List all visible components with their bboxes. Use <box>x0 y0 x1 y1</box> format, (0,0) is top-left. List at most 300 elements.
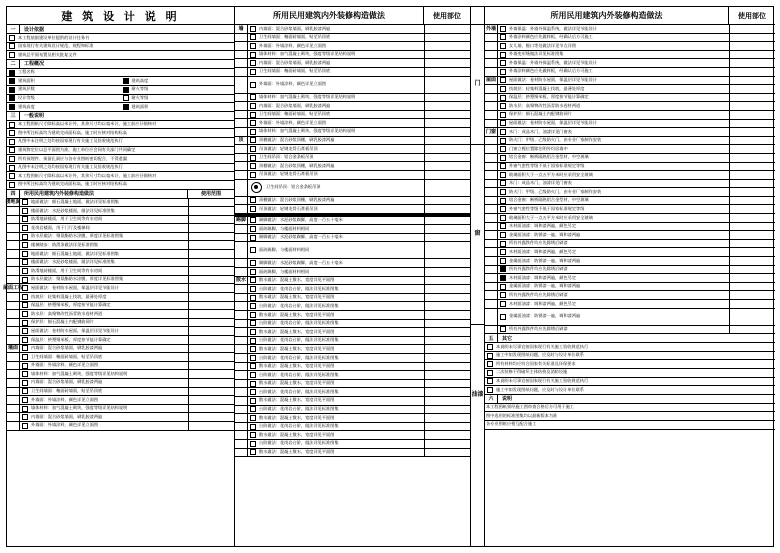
list-item <box>485 59 775 68</box>
list-item <box>7 336 234 345</box>
list-item <box>7 379 234 388</box>
list-item <box>235 294 470 303</box>
category-label <box>485 248 498 256</box>
category-label <box>485 163 498 171</box>
usage-cell <box>424 102 470 110</box>
item-text: 防火门：甲级、乙级防火门，由专业厂家制作安装 <box>509 137 602 143</box>
checkbox-icon <box>22 345 28 351</box>
checkbox-icon <box>250 197 256 203</box>
list-item <box>235 145 470 154</box>
list-item <box>7 147 234 156</box>
usage-cell <box>729 248 775 256</box>
category-label <box>235 111 248 119</box>
checkbox-icon <box>9 87 15 93</box>
list-item <box>485 231 775 240</box>
list-item <box>485 248 775 257</box>
list-item <box>7 121 234 130</box>
usage-cell <box>188 405 234 413</box>
detail-symbol-icon <box>251 182 262 193</box>
category-label <box>485 68 498 76</box>
checkbox-icon <box>500 223 506 229</box>
item-text: 找坡层：轻集料混凝土找坡，最薄处厚度 <box>31 293 107 299</box>
list-item <box>235 119 470 128</box>
item-text: 防水层做法：聚氨酯防水涂膜，厚度详见标准图集 <box>31 276 124 282</box>
drawing-sheet <box>3 6 774 547</box>
usage-cell <box>729 94 775 102</box>
item-text: 所有外露铁件均应先除锈后刷漆 <box>509 240 568 246</box>
checkbox-icon <box>22 320 28 326</box>
list-item <box>485 25 775 34</box>
checkbox-icon <box>487 378 493 384</box>
checkbox-icon <box>250 60 256 66</box>
item-text: 所有外露铁件均应先除锈后刷漆 <box>509 266 568 272</box>
list-item <box>485 369 775 378</box>
list-item <box>235 406 470 415</box>
list-item <box>7 155 234 164</box>
checkbox-icon <box>22 294 28 300</box>
item-text: 保温层：挤塑聚苯板，厚度按节能计算确定 <box>31 302 111 308</box>
item-text: 女儿墙、檐口等处做法详见节点详图 <box>509 42 577 48</box>
checkbox-icon <box>250 424 256 430</box>
checkbox-icon <box>9 104 15 110</box>
list-item <box>235 328 470 337</box>
list-item <box>235 440 470 449</box>
item-text: 内墙面：混合砂浆墙面，刷乳胶漆两遍 <box>31 345 103 351</box>
checkbox-icon <box>500 86 506 92</box>
usage-cell <box>188 310 234 318</box>
category-label <box>235 242 248 258</box>
item-text: 外窗气密性等级不低于国家标准规定等级 <box>509 163 585 168</box>
item-text: 工程名称 <box>18 69 35 75</box>
category-label <box>235 162 248 170</box>
checkbox-icon <box>22 234 28 240</box>
list-item <box>235 302 470 311</box>
category-label <box>485 94 498 102</box>
checkbox-icon <box>250 432 256 438</box>
item-text: 面砖踢脚，与楼面材料相同 <box>259 225 310 231</box>
category-label <box>235 68 248 76</box>
section-header: 四 所用民用建筑内外装修构造做法 使用范围 <box>7 190 234 199</box>
category-cell <box>471 25 484 145</box>
usage-cell <box>729 240 775 248</box>
list-item <box>485 352 775 361</box>
item-text: 建筑面积 <box>18 77 35 83</box>
checkbox-icon <box>500 103 506 109</box>
usage-cell <box>424 345 470 353</box>
list-item <box>7 362 234 371</box>
item-text: 防水层做法：聚氨酯防水涂膜，厚度详见标准图集 <box>31 233 124 239</box>
category-label <box>485 240 498 248</box>
item-text: 散水做法：混凝土散水，宽度详见平面图 <box>259 328 335 334</box>
category-label <box>235 42 248 50</box>
usage-cell <box>424 119 470 127</box>
list-item <box>485 205 775 214</box>
category-label <box>235 320 248 328</box>
list-item <box>485 214 775 223</box>
item-text: 找坡层：轻集料混凝土找坡，最薄处厚度 <box>509 85 585 91</box>
usage-cell <box>188 345 234 353</box>
item-text: 防滑地砖楼面，用于卫生间等有水房间 <box>31 267 103 273</box>
item-text: 本说明未尽事宜按国家现行有关施工验收规范执行 <box>496 343 589 349</box>
list-item <box>235 234 470 243</box>
item-text: 台阶做法：花岗岩台阶，做法详见标准图集 <box>259 388 339 394</box>
checkbox-icon <box>9 35 15 41</box>
usage-cell <box>729 180 775 188</box>
item-text: 金属面油漆：防锈漆一遍，调和漆两遍 <box>509 231 581 237</box>
category-label <box>235 128 248 136</box>
category-label <box>235 180 248 196</box>
usage-cell <box>729 111 775 119</box>
checkbox-icon <box>250 52 256 58</box>
checkbox-icon <box>500 241 506 247</box>
item-text: 内墙面：混合砂浆墙面，刷乳胶漆两遍 <box>259 25 331 31</box>
item-text: 楼面做法：水泥砂浆楼面，做法详见标准图集 <box>31 207 115 213</box>
checkbox-icon <box>9 165 15 171</box>
list-item <box>485 171 775 180</box>
category-label <box>485 309 498 325</box>
checkbox-icon <box>500 258 506 264</box>
item-text: 内墙面：混合砂浆墙面，刷乳胶漆两遍 <box>31 379 103 385</box>
usage-cell <box>188 293 234 301</box>
checkbox-icon <box>500 284 506 290</box>
list-item <box>7 43 234 52</box>
item-text: 玻璃面积大于一点五平方米时应采用安全玻璃 <box>509 171 593 177</box>
category-label <box>7 327 20 335</box>
list-item <box>485 240 775 249</box>
category-label <box>485 188 498 196</box>
usage-cell <box>424 328 470 336</box>
item-text: 散水做法：混凝土散水，宽度详见平面图 <box>259 397 335 403</box>
category-label: 门 <box>474 80 481 88</box>
usage-cell <box>424 414 470 422</box>
checkbox-icon <box>9 122 15 128</box>
category-label <box>485 42 498 50</box>
item-text: 面砖踢脚，与楼面材料相同 <box>259 268 310 274</box>
item-text: 玻璃面积大于一点五平方米时应采用安全玻璃 <box>509 214 593 220</box>
list-item <box>235 354 470 363</box>
usage-cell <box>729 231 775 239</box>
item-text: 设计等级 <box>18 95 35 101</box>
item-text: 散水做法：混凝土散水，宽度详见平面图 <box>259 449 335 455</box>
checkbox-icon <box>250 415 256 421</box>
checkbox-icon <box>250 406 256 412</box>
item-text: 台阶做法：花岗岩台阶，做法详见标准图集 <box>259 371 339 377</box>
checkbox-icon <box>250 355 256 361</box>
column-2 <box>235 7 471 546</box>
usage-cell <box>729 137 775 145</box>
list-item <box>485 128 775 137</box>
category-label <box>485 154 498 162</box>
category-label <box>235 354 248 362</box>
category-label: 散水 <box>235 277 246 284</box>
checkbox-icon <box>123 78 129 84</box>
checkbox-icon <box>500 138 506 144</box>
checkbox-icon <box>250 286 256 292</box>
checkbox-icon <box>500 232 506 238</box>
list-item <box>235 449 470 458</box>
checkbox-icon <box>500 77 506 83</box>
checkbox-icon <box>9 147 15 153</box>
list-item <box>235 320 470 329</box>
list-item <box>235 268 470 277</box>
item-text: 铝合金窗：断桥隔热铝合金型材，中空玻璃 <box>509 197 589 203</box>
item-text: 台阶做法：花岗岩台阶，做法详见标准图集 <box>259 406 339 412</box>
item-text: 国家现行有关建筑设计规范、规程和标准 <box>18 43 94 49</box>
list-item <box>7 138 234 147</box>
list-item <box>485 77 775 86</box>
item-text: 台阶做法：花岗岩台阶，做法详见标准图集 <box>259 302 339 308</box>
usage-cell <box>424 162 470 170</box>
category-label <box>485 274 498 282</box>
usage-cell <box>729 197 775 205</box>
checkbox-icon <box>250 398 256 404</box>
usage-cell <box>424 354 470 362</box>
list-item <box>7 95 234 104</box>
usage-cell <box>729 120 775 128</box>
category-label <box>485 171 498 179</box>
category-cell <box>471 325 484 465</box>
checkbox-icon <box>250 82 256 88</box>
category-label: 窗 <box>474 230 481 238</box>
checkbox-icon <box>250 346 256 352</box>
usage-cell <box>729 223 775 231</box>
usage-cell <box>424 302 470 310</box>
checkbox-icon <box>22 328 28 334</box>
usage-cell <box>424 311 470 319</box>
checkbox-icon <box>500 314 506 320</box>
item-text: 楼面做法：水泥砂浆楼面，做法详见标准图集 <box>31 259 115 265</box>
category-label <box>7 422 20 430</box>
checkbox-icon <box>500 172 506 178</box>
list-item <box>7 233 234 242</box>
category-label <box>7 310 20 318</box>
item-text: 凡图中未注明之处均按国家现行有关施工及验收规范执行 <box>18 138 123 144</box>
category-label <box>235 371 248 379</box>
list-item <box>235 128 470 137</box>
checkbox-icon <box>487 361 493 367</box>
checkbox-icon <box>500 129 506 135</box>
category-label: 顶 <box>235 137 248 145</box>
item-text: 木材面油漆：调和漆两遍，颜色另定 <box>509 223 577 229</box>
usage-cell <box>729 291 775 299</box>
list-item <box>485 309 775 326</box>
checkbox-icon <box>22 225 28 231</box>
list-item <box>235 380 470 389</box>
usage-cell <box>424 406 470 414</box>
usage-cell <box>424 128 470 136</box>
usage-cell <box>424 431 470 439</box>
item-text: 吊顶做法：轻钢龙骨石膏板吊顶 <box>259 145 318 151</box>
category-label: 踢脚 <box>235 217 246 224</box>
item-text: 散水做法：混凝土散水，宽度详见平面图 <box>259 277 335 283</box>
list-item <box>235 25 470 34</box>
checkbox-icon <box>500 163 506 169</box>
category-label <box>7 413 20 421</box>
checkbox-icon <box>22 277 28 283</box>
usage-cell <box>424 217 470 225</box>
usage-cell <box>729 205 775 213</box>
item-text: 卫生间吊顶：铝合金条板吊顶 <box>259 154 314 160</box>
checkbox-icon <box>500 198 506 204</box>
list-item <box>7 405 234 414</box>
checkbox-icon <box>500 34 506 40</box>
category-label <box>235 268 248 276</box>
item-text: 踢脚做法：水泥砂浆踢脚，高度一百五十毫米 <box>259 217 343 223</box>
usage-cell <box>729 128 775 136</box>
usage-cell <box>424 268 470 276</box>
item-text: 外墙面：外墙涂料，颜色详见立面图 <box>31 362 99 368</box>
column-4 <box>485 7 775 546</box>
item-text: 各专业图纸应相互配合施工 <box>486 421 537 427</box>
usage-cell <box>424 440 470 448</box>
usage-cell <box>424 59 470 67</box>
item-text: 外墙保温：外墙外保温系统，做法详见节能设计 <box>509 59 597 65</box>
item-text: 墙体材料：加气混凝土砌块，强度等级详见结构说明 <box>31 370 128 376</box>
category-label <box>7 379 20 387</box>
item-text: 散水做法：混凝土散水，宽度详见平面图 <box>259 414 335 420</box>
checkbox-icon <box>250 155 256 161</box>
category-label <box>235 51 248 59</box>
usage-cell <box>188 327 234 335</box>
checkbox-icon <box>500 275 506 281</box>
list-item <box>485 300 775 309</box>
category-label <box>7 233 20 241</box>
item-text: 防水层：高聚物改性沥青防水卷材两道 <box>509 102 581 108</box>
item-text: 建筑总平面布置及相关批复文件 <box>18 51 77 57</box>
usage-cell <box>729 283 775 291</box>
item-text: 铝合金窗：断桥隔热铝合金型材，中空玻璃 <box>509 154 589 160</box>
usage-cell <box>424 111 470 119</box>
category-label <box>235 397 248 405</box>
usage-cell <box>729 300 775 308</box>
list-item <box>235 423 470 432</box>
checkbox-icon <box>250 172 256 178</box>
list-item <box>235 137 470 146</box>
item-text: 金属面油漆：防锈漆一遍，调和漆两遍 <box>509 257 581 263</box>
item-text: 屋面做法：卷材防水屋面，保温层详见节能设计 <box>509 120 597 126</box>
category-label <box>7 259 20 267</box>
checkbox-icon <box>250 441 256 447</box>
usage-cell <box>424 277 470 285</box>
checkbox-icon <box>22 397 28 403</box>
usage-cell <box>729 34 775 42</box>
usage-cell <box>729 59 775 67</box>
category-label <box>235 285 248 293</box>
list-item <box>485 378 775 387</box>
column-3 <box>471 7 485 546</box>
item-text: 木材面油漆：调和漆两遍，颜色另定 <box>509 300 577 306</box>
item-text: 吊顶做法：轻钢龙骨石膏板吊顶 <box>259 171 318 177</box>
usage-cell <box>424 205 470 213</box>
list-item <box>235 34 470 43</box>
item-text: 建筑物定位以总平面图为准，施工单位应会同有关部门共同确定 <box>18 147 136 153</box>
section-header: 六 说明 <box>485 395 775 404</box>
item-text: 保护层：细石混凝土内配钢筋网片 <box>31 319 94 325</box>
usage-cell <box>188 241 234 249</box>
category-label: 墙 <box>235 25 248 33</box>
item-text: 屋面做法：卷材防水屋面，保温层详见节能设计 <box>31 327 119 333</box>
usage-cell <box>188 250 234 258</box>
category-label <box>235 259 248 267</box>
item-text: 散水做法：混凝土散水，宽度详见平面图 <box>259 380 335 386</box>
list-item <box>485 266 775 275</box>
item-text: 本工程图纸须经施工图审查合格后方可用于施工 <box>486 404 574 410</box>
item-text: 木材面油漆：调和漆两遍，颜色另定 <box>509 248 577 254</box>
usage-cell <box>424 51 470 59</box>
checkbox-icon <box>250 329 256 335</box>
checkbox-icon <box>22 371 28 377</box>
usage-cell <box>424 320 470 328</box>
category-label <box>7 276 20 284</box>
list-item <box>235 94 470 103</box>
category-label <box>7 396 20 404</box>
item-text: 防滑地砖楼面，用于卫生间等有水房间 <box>31 216 103 222</box>
usage-cell <box>424 423 470 431</box>
list-item <box>235 42 470 51</box>
checkbox-icon <box>500 43 506 49</box>
category-label <box>485 102 498 110</box>
usage-cell <box>188 370 234 378</box>
list-item <box>485 223 775 232</box>
item-text: 外墙面：外墙涂料，颜色详见立面图 <box>31 422 99 428</box>
category-label <box>485 266 498 274</box>
list-item <box>235 259 470 268</box>
usage-cell <box>729 274 775 282</box>
usage-cell <box>424 294 470 302</box>
item-text: 面砖踢脚，与楼面材料相同 <box>259 247 310 253</box>
usage-cell <box>729 326 775 334</box>
usage-cell <box>729 102 775 110</box>
checkbox-icon <box>500 180 506 186</box>
list-item <box>485 326 775 335</box>
item-text: 施工中如发现图纸问题，应及时与设计单位联系 <box>496 352 584 358</box>
item-text: 踢脚做法：水泥砂浆踢脚，高度一百五十毫米 <box>259 259 343 265</box>
list-item <box>7 267 234 276</box>
checkbox-icon <box>22 199 28 205</box>
usage-cell <box>188 276 234 284</box>
list-item <box>7 276 234 285</box>
item-text: 花岗岩楼面，用于门厅及楼梯间 <box>31 224 90 230</box>
item-text: 保温层：挤塑聚苯板，厚度按节能计算确定 <box>509 94 589 100</box>
item-text: 所有预埋件、预留孔洞应与各专业图纸密切配合，不得遗漏 <box>18 155 127 161</box>
category-label <box>235 119 248 127</box>
category-label <box>485 326 498 334</box>
list-item <box>235 345 470 354</box>
checkbox-icon <box>500 326 506 332</box>
item-text: 吊顶做法：轻钢龙骨石膏板吊顶 <box>259 205 318 211</box>
list-item <box>7 86 234 95</box>
checkbox-icon <box>500 95 506 101</box>
category-label <box>235 94 248 102</box>
item-text: 屋面做法：卷材防水屋面，保温层详见节能设计 <box>31 284 119 290</box>
item-text: 内墙面：混合砂浆墙面，刷乳胶漆两遍 <box>31 413 103 419</box>
category-label <box>485 59 498 67</box>
list-item <box>485 360 775 369</box>
item-text: 台阶做法：花岗岩台阶，做法详见标准图集 <box>259 320 339 326</box>
usage-cell <box>729 163 775 171</box>
list-item <box>235 77 470 94</box>
item-text: 台阶做法：花岗岩台阶，做法详见标准图集 <box>259 440 339 446</box>
checkbox-icon <box>22 242 28 248</box>
checkbox-icon <box>22 354 28 360</box>
item-text: 外墙面：外墙涂料，颜色详见立面图 <box>259 42 327 48</box>
checkbox-icon <box>250 163 256 169</box>
item-text: 外墙变形缝做法详见标准图集 <box>509 51 564 57</box>
checkbox-icon <box>22 268 28 274</box>
list-item <box>485 85 775 94</box>
checkbox-icon <box>500 301 506 307</box>
usage-cell <box>729 51 775 59</box>
